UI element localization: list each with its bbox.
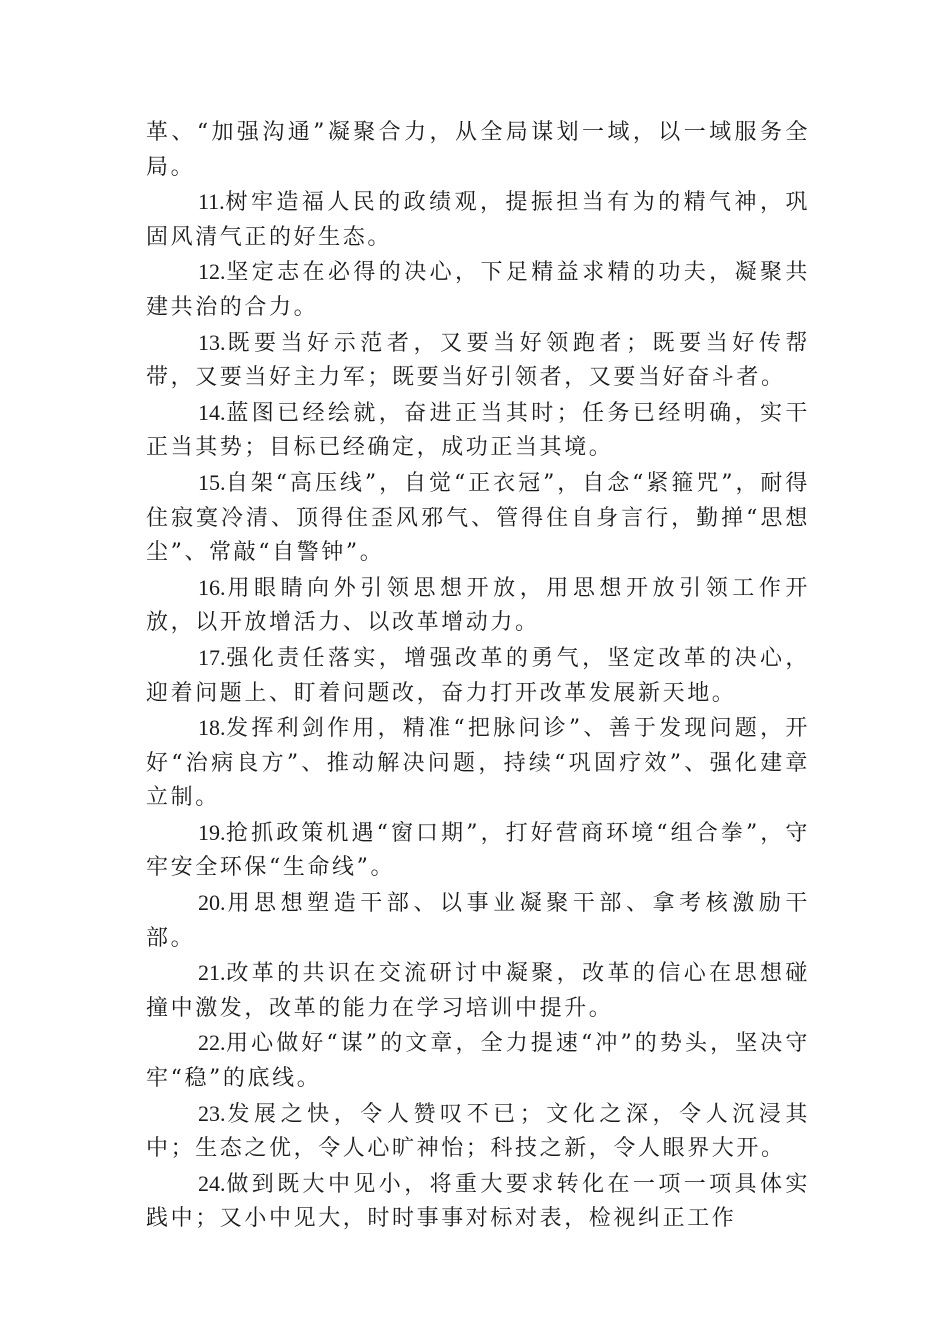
paragraph-text: 既要当好示范者，又要当好领跑者；既要当好传帮带，又要当好主力军；既要当好引领者，又要当好奋斗者。: [146, 330, 810, 391]
paragraph-14: [146, 396, 810, 466]
paragraph-text: 蓝图已经绘就，奋进正当其时；任务已经明确，实干正当其势；目标已经确定，成功正当其境。: [146, 400, 810, 461]
paragraph-11: [146, 185, 810, 255]
paragraph-19: [146, 816, 810, 886]
paragraph-text: 树牢造福人民的政绩观，提振担当有为的精气神，巩固风清气正的好生态。: [146, 190, 810, 250]
paragraph-number: 18.: [198, 715, 226, 741]
paragraph-text: 用思想塑造干部、以事业凝聚干部、拿考核激励干部。: [146, 891, 810, 951]
paragraph-continued: [146, 116, 810, 185]
paragraph-15: [146, 466, 810, 571]
paragraph-number: 14.: [198, 399, 226, 425]
paragraph-text: 改革的共识在交流研讨中凝聚，改革的信心在思想碰撞中激发，改革的能力在学习培训中提升。: [146, 961, 810, 1021]
paragraph-number: 22.: [198, 1030, 226, 1056]
paragraph-number: 17.: [198, 644, 226, 670]
paragraph-number: 19.: [198, 819, 226, 845]
paragraph-text: 自架“高压线”，自觉“正衣冠”，自念“紧箍咒”，耐得住寂寞冷清、顶得住歪风邪气、管得住自身言行，勤掸“思想尘”、常敲“自警钟”。: [146, 470, 810, 566]
paragraph-20: [146, 886, 810, 956]
paragraph-17: [146, 641, 810, 711]
paragraph-number: 13.: [198, 329, 226, 355]
paragraph-21: [146, 956, 810, 1026]
paragraph-text: 抢抓政策机遇“窗口期”，打好营商环境“组合拳”，守牢安全环保“生命线”。: [146, 820, 810, 881]
paragraph-text: 发挥利剑作用，精准“把脉问诊”、善于发现问题，开好“治病良方”、推动解决问题，持续“巩固疗效”、强化建章立制。: [146, 716, 810, 811]
paragraph-text: 做到既大中见小，将重大要求转化在一项一项具体实践中；又小中见大，时时事事对标对表，检视纠正工作: [146, 1171, 810, 1232]
paragraph-number: 20.: [198, 890, 226, 916]
paragraph-18: [146, 711, 810, 816]
paragraph-13: [146, 326, 810, 396]
paragraph-16: [146, 571, 810, 641]
paragraph-23: [146, 1097, 810, 1167]
paragraph-number: 23.: [198, 1100, 226, 1126]
paragraph-number: 11.: [198, 189, 225, 215]
paragraph-24: [146, 1167, 810, 1237]
paragraph-number: 24.: [198, 1170, 226, 1196]
paragraph-number: 15.: [198, 469, 226, 495]
paragraph-text: 发展之快，令人赞叹不已；文化之深，令人沉浸其中；生态之优，令人心旷神怡；科技之新，令人眼界大开。: [146, 1101, 810, 1162]
paragraph-text: 坚定志在必得的决心，下足精益求精的功夫，凝聚共建共治的合力。: [146, 260, 810, 320]
paragraph-22: [146, 1026, 810, 1096]
paragraph-text: 用眼睛向外引领思想开放，用思想开放引领工作开放，以开放增活力、以改革增动力。: [146, 575, 810, 636]
paragraph-number: 12.: [198, 259, 226, 285]
document-body: [146, 116, 810, 1237]
paragraph-text: 用心做好“谋”的文章，全力提速“冲”的势头，坚决守牢“稳”的底线。: [146, 1031, 810, 1092]
paragraph-text: 革、“加强沟通”凝聚合力，从全局谋划一域，以一域服务全局。: [146, 120, 810, 180]
paragraph-text: 强化责任落实，增强改革的勇气，坚定改革的决心，迎着问题上、盯着问题改，奋力打开改革发展新天地。: [146, 645, 810, 706]
paragraph-12: [146, 255, 810, 325]
paragraph-number: 16.: [198, 574, 226, 600]
paragraph-number: 21.: [198, 960, 226, 986]
